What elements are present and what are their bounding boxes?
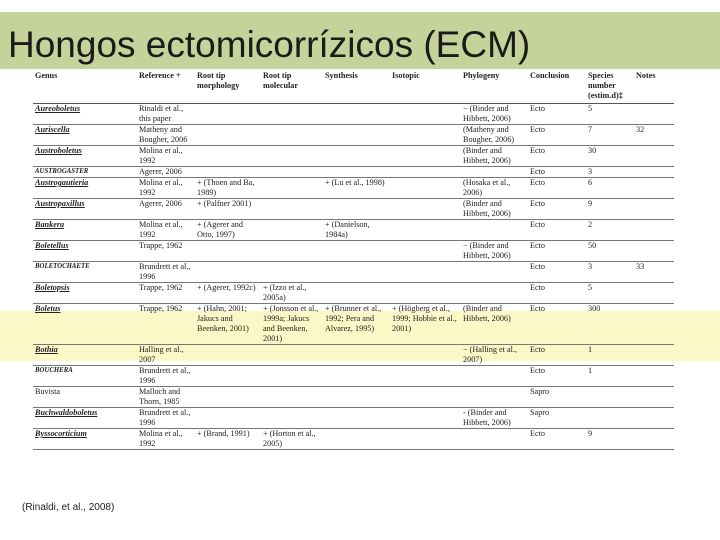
reference-cell: Trappe, 1962	[137, 241, 195, 262]
table-row	[33, 178, 674, 199]
root-tip-molecular-cell	[261, 345, 323, 366]
genus-cell: Buchwaldoboletus	[33, 408, 137, 429]
notes-cell	[634, 146, 674, 167]
root-tip-morphology-cell	[195, 262, 261, 283]
title-bar	[0, 12, 720, 69]
col-header-root-tip-molecular: Root tip molecular	[261, 71, 323, 104]
isotopic-cell	[390, 220, 461, 241]
conclusion-cell: Ecto	[528, 146, 586, 167]
species-number-cell: 9	[586, 429, 634, 450]
species-number-cell: 7	[586, 125, 634, 146]
synthesis-cell	[323, 366, 390, 387]
citation: (Rinaldi, et al., 2008)	[22, 502, 115, 513]
phylogeny-cell: - (Binder and Hibbett, 2006)	[461, 408, 528, 429]
root-tip-morphology-cell: + (Hahn, 2001; Jakucs and Beenken, 2001)	[195, 304, 261, 345]
conclusion-cell: Ecto	[528, 262, 586, 283]
table-row	[33, 146, 674, 167]
genus-cell: BOLETOCHAETE	[33, 262, 137, 283]
col-header-isotopic: Isotopic	[390, 71, 461, 104]
synthesis-cell	[323, 241, 390, 262]
isotopic-cell	[390, 366, 461, 387]
col-header-reference: Reference +	[137, 71, 195, 104]
notes-cell	[634, 167, 674, 178]
species-number-cell: 5	[586, 104, 634, 125]
genus-cell: Auriscella	[33, 125, 137, 146]
col-header-conclusion: Conclusion	[528, 71, 586, 104]
root-tip-morphology-cell	[195, 387, 261, 408]
isotopic-cell	[390, 199, 461, 220]
phylogeny-cell: (Hosaka et al., 2006)	[461, 178, 528, 199]
table-row	[33, 262, 674, 283]
conclusion-cell: Ecto	[528, 366, 586, 387]
notes-cell	[634, 104, 674, 125]
notes-cell: 32	[634, 125, 674, 146]
genus-cell: Aureoboletus	[33, 104, 137, 125]
isotopic-cell	[390, 283, 461, 304]
root-tip-molecular-cell	[261, 199, 323, 220]
reference-cell: Molina et al., 1992	[137, 178, 195, 199]
root-tip-morphology-cell	[195, 366, 261, 387]
root-tip-morphology-cell	[195, 146, 261, 167]
isotopic-cell	[390, 345, 461, 366]
col-header-genus: Genus	[33, 71, 137, 104]
conclusion-cell: Sapro	[528, 408, 586, 429]
reference-cell: Trappe, 1962	[137, 283, 195, 304]
root-tip-molecular-cell: + (Horton et al., 2005)	[261, 429, 323, 450]
table-row	[33, 345, 674, 366]
conclusion-cell: Ecto	[528, 167, 586, 178]
root-tip-molecular-cell	[261, 262, 323, 283]
root-tip-molecular-cell	[261, 146, 323, 167]
species-number-cell: 30	[586, 146, 634, 167]
reference-cell: Molina et al., 1992	[137, 146, 195, 167]
reference-cell: Halling et al., 2007	[137, 345, 195, 366]
synthesis-cell	[323, 408, 390, 429]
col-header-species-number: Species number (estim.d)‡	[586, 71, 634, 104]
phylogeny-cell: (Binder and Hibbett, 2006)	[461, 304, 528, 345]
root-tip-molecular-cell: + (Izzo et al., 2005a)	[261, 283, 323, 304]
phylogeny-cell	[461, 167, 528, 178]
table-body	[33, 104, 674, 450]
isotopic-cell	[390, 178, 461, 199]
table-row	[33, 429, 674, 450]
table-row	[33, 220, 674, 241]
reference-cell: Malloch and Thorn, 1985	[137, 387, 195, 408]
root-tip-molecular-cell	[261, 241, 323, 262]
genus-cell: Boletopsis	[33, 283, 137, 304]
table-row	[33, 283, 674, 304]
notes-cell	[634, 345, 674, 366]
root-tip-molecular-cell	[261, 387, 323, 408]
root-tip-molecular-cell	[261, 178, 323, 199]
col-header-phylogeny: Phylogeny	[461, 71, 528, 104]
species-number-cell: 5	[586, 283, 634, 304]
genus-cell: Bankera	[33, 220, 137, 241]
table-header-row	[33, 71, 674, 104]
ecm-genera-table	[33, 71, 674, 450]
conclusion-cell: Sapro	[528, 387, 586, 408]
isotopic-cell	[390, 429, 461, 450]
isotopic-cell	[390, 104, 461, 125]
isotopic-cell	[390, 262, 461, 283]
root-tip-molecular-cell	[261, 366, 323, 387]
notes-cell	[634, 178, 674, 199]
conclusion-cell: Ecto	[528, 283, 586, 304]
root-tip-morphology-cell	[195, 345, 261, 366]
species-number-cell: 3	[586, 262, 634, 283]
table-row	[33, 125, 674, 146]
species-number-cell: 9	[586, 199, 634, 220]
conclusion-cell: Ecto	[528, 104, 586, 125]
reference-cell: Brundrett et al., 1996	[137, 262, 195, 283]
reference-cell: Agerer, 2006	[137, 167, 195, 178]
root-tip-morphology-cell: + (Thoen and Ba, 1989)	[195, 178, 261, 199]
table-row	[33, 304, 674, 345]
notes-cell	[634, 220, 674, 241]
root-tip-morphology-cell: + (Brand, 1991)	[195, 429, 261, 450]
phylogeny-cell	[461, 220, 528, 241]
phylogeny-cell	[461, 429, 528, 450]
synthesis-cell	[323, 104, 390, 125]
synthesis-cell	[323, 387, 390, 408]
root-tip-molecular-cell	[261, 167, 323, 178]
isotopic-cell	[390, 167, 461, 178]
synthesis-cell	[323, 125, 390, 146]
genus-cell: Austrogautieria	[33, 178, 137, 199]
notes-cell	[634, 241, 674, 262]
phylogeny-cell	[461, 387, 528, 408]
phylogeny-cell: (Binder and Hibbett, 2006)	[461, 146, 528, 167]
notes-cell	[634, 387, 674, 408]
root-tip-molecular-cell	[261, 408, 323, 429]
notes-cell	[634, 366, 674, 387]
synthesis-cell	[323, 167, 390, 178]
root-tip-morphology-cell	[195, 167, 261, 178]
notes-cell	[634, 429, 674, 450]
species-number-cell: 3	[586, 167, 634, 178]
synthesis-cell	[323, 345, 390, 366]
conclusion-cell: Ecto	[528, 125, 586, 146]
table-row	[33, 241, 674, 262]
genus-cell: Boletus	[33, 304, 137, 345]
conclusion-cell: Ecto	[528, 220, 586, 241]
species-number-cell: 2	[586, 220, 634, 241]
isotopic-cell	[390, 241, 461, 262]
col-header-notes: Notes	[634, 71, 674, 104]
genus-cell: Bothia	[33, 345, 137, 366]
genus-cell: Byssocorticium	[33, 429, 137, 450]
synthesis-cell	[323, 429, 390, 450]
reference-cell: Agerer, 2006	[137, 199, 195, 220]
phylogeny-cell: − (Binder and Hibbett, 2006)	[461, 241, 528, 262]
isotopic-cell	[390, 387, 461, 408]
species-number-cell	[586, 387, 634, 408]
slide-title: Hongos ectomicorrízicos (ECM)	[8, 24, 531, 65]
species-number-cell: 50	[586, 241, 634, 262]
isotopic-cell	[390, 146, 461, 167]
table-row	[33, 104, 674, 125]
species-number-cell: 1	[586, 366, 634, 387]
table-row	[33, 366, 674, 387]
species-number-cell: 300	[586, 304, 634, 345]
synthesis-cell	[323, 283, 390, 304]
genus-cell: Austropaxillus	[33, 199, 137, 220]
species-number-cell: 1	[586, 345, 634, 366]
table-row	[33, 167, 674, 178]
root-tip-molecular-cell	[261, 104, 323, 125]
root-tip-morphology-cell: + (Palfner 2001)	[195, 199, 261, 220]
notes-cell	[634, 408, 674, 429]
synthesis-cell: + (Brunner et al., 1992; Pera and Alvarez, 1995)	[323, 304, 390, 345]
phylogeny-cell: − (Binder and Hibbett, 2006)	[461, 104, 528, 125]
notes-cell: 33	[634, 262, 674, 283]
root-tip-molecular-cell: + (Jonsson et al., 1999a; Jakucs and Beenken, 2001)	[261, 304, 323, 345]
notes-cell	[634, 199, 674, 220]
conclusion-cell: Ecto	[528, 199, 586, 220]
phylogeny-cell	[461, 283, 528, 304]
isotopic-cell: + (Högberg et al., 1999; Hobbie et al., 2001)	[390, 304, 461, 345]
root-tip-morphology-cell: + (Agerer, 1992c)	[195, 283, 261, 304]
synthesis-cell: + (Danielson, 1984a)	[323, 220, 390, 241]
reference-cell: Rinaldi et al., this paper	[137, 104, 195, 125]
conclusion-cell: Ecto	[528, 304, 586, 345]
table-row	[33, 387, 674, 408]
reference-cell: Molina et al., 1992	[137, 220, 195, 241]
genus-cell: Buvista	[33, 387, 137, 408]
table-row	[33, 408, 674, 429]
root-tip-molecular-cell	[261, 220, 323, 241]
phylogeny-cell: − (Halling et al., 2007)	[461, 345, 528, 366]
notes-cell	[634, 304, 674, 345]
reference-cell: Brundrett et al., 1996	[137, 408, 195, 429]
isotopic-cell	[390, 408, 461, 429]
synthesis-cell	[323, 199, 390, 220]
reference-cell: Molina et al., 1992	[137, 429, 195, 450]
root-tip-morphology-cell: + (Agerer and Otto, 1997)	[195, 220, 261, 241]
genus-cell: Austroboletus	[33, 146, 137, 167]
conclusion-cell: Ecto	[528, 178, 586, 199]
col-header-synthesis: Synthesis	[323, 71, 390, 104]
reference-cell: Matheny and Bougher, 2006	[137, 125, 195, 146]
phylogeny-cell: (Binder and Hibbett, 2006)	[461, 199, 528, 220]
table-row	[33, 199, 674, 220]
reference-cell: Brundrett et al., 1996	[137, 366, 195, 387]
conclusion-cell: Ecto	[528, 429, 586, 450]
synthesis-cell	[323, 146, 390, 167]
phylogeny-cell	[461, 366, 528, 387]
genus-cell: BOUCHERA	[33, 366, 137, 387]
conclusion-cell: Ecto	[528, 345, 586, 366]
phylogeny-cell	[461, 262, 528, 283]
col-header-root-tip-morphology: Root tip morphology	[195, 71, 261, 104]
root-tip-morphology-cell	[195, 104, 261, 125]
root-tip-morphology-cell	[195, 241, 261, 262]
root-tip-morphology-cell	[195, 125, 261, 146]
genus-cell: Boletellus	[33, 241, 137, 262]
root-tip-molecular-cell	[261, 125, 323, 146]
root-tip-morphology-cell	[195, 408, 261, 429]
isotopic-cell	[390, 125, 461, 146]
conclusion-cell: Ecto	[528, 241, 586, 262]
reference-cell: Trappe, 1962	[137, 304, 195, 345]
notes-cell	[634, 283, 674, 304]
species-number-cell: 6	[586, 178, 634, 199]
synthesis-cell	[323, 262, 390, 283]
genus-cell: AUSTROGASTER	[33, 167, 137, 178]
synthesis-cell: + (Lu et al., 1998)	[323, 178, 390, 199]
species-number-cell	[586, 408, 634, 429]
phylogeny-cell: (Matheny and Bougher, 2006)	[461, 125, 528, 146]
